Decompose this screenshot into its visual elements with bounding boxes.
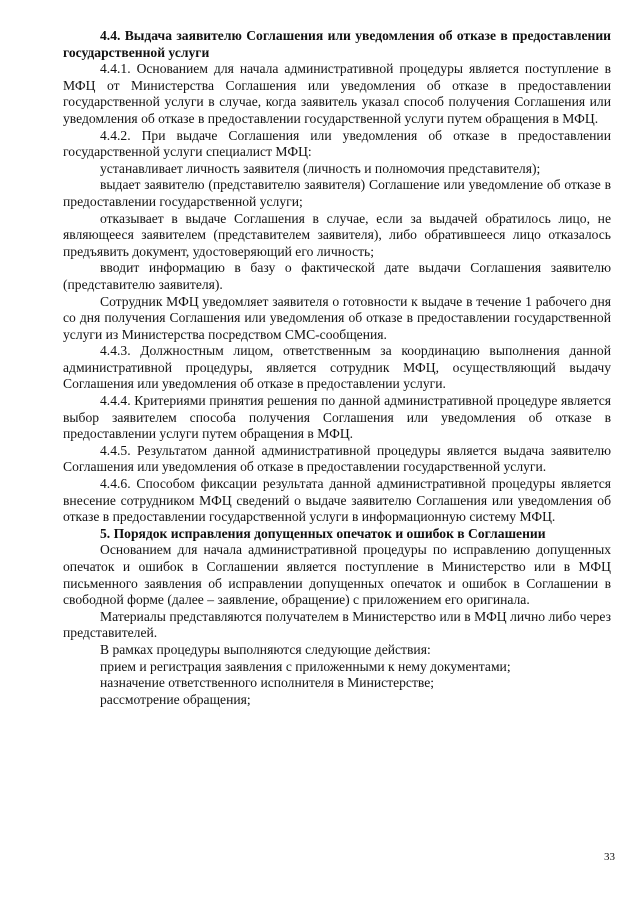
paragraph-4-4-4: 4.4.4. Критериями принятия решения по данной административной процедуре является выбор заявителем способа получения Соглашения или уведомления об отказе в предоставлении услуги путем обращения в МФЦ.: [63, 393, 611, 442]
paragraph-4-4-6: 4.4.6. Способом фиксации результата данной административной процедуры является внесение сотрудником МФЦ сведений о выдаче заявителю Соглашения или уведомления об отказе в предоставлении государственной услуги в информационную систему МФЦ.: [63, 476, 611, 525]
paragraph-5-materials: Материалы представляются получателем в Министерство или в МФЦ лично либо через представителей.: [63, 608, 611, 641]
duty-issue-agreement: выдает заявителю (представителю заявителя) Соглашение или уведомление об отказе в предоставлении государственной услуги;: [63, 177, 611, 209]
duty-enter-date: вводит информацию в базу о фактической дате выдачи Соглашения заявителю (представителю заявителя).: [63, 260, 611, 292]
paragraph-4-4-2: 4.4.2. При выдаче Соглашения или уведомления об отказе в предоставлении государственной услуги специалист МФЦ:: [63, 127, 611, 160]
paragraph-4-4-5: 4.4.5. Результатом данной административной процедуры является выдача заявителю Соглашения или уведомления об отказе в предоставлении государственной услуги.: [63, 442, 611, 475]
section-5-heading: 5. Порядок исправления допущенных опечаток и ошибок в Соглашении: [100, 525, 546, 541]
duty-refuse-issue: отказывает в выдаче Соглашения в случае, если за выдачей обратилось лицо, не являющееся заявителем (представителем заявителя), либо обратившееся лицо отказалось предъявить документ, удостоверяющий его личность;: [63, 210, 611, 259]
paragraph-5-actions-intro: В рамках процедуры выполняются следующие действия:: [100, 641, 431, 657]
duty-identify-applicant: устанавливает личность заявителя (личность и полномочия представителя);: [100, 160, 541, 176]
paragraph-5-basis: Основанием для начала административной процедуры по исправлению допущенных опечаток и ошибок в Соглашении является поступление в Министерство или в МФЦ письменного заявления об исправлении допущенных опечаток и ошибок в Соглашении в свободной форме (далее – заявление, обращение) с приложением его оригинала.: [63, 542, 611, 608]
action-assign-executor: назначение ответственного исполнителя в Министерстве;: [100, 675, 435, 691]
section-4-4-heading: 4.4. Выдача заявителю Соглашения или уведомления об отказе в предоставлении государственной услуги: [63, 28, 611, 60]
paragraph-4-4-1: 4.4.1. Основанием для начала административной процедуры является поступление в МФЦ от Министерства Соглашения или уведомления об отказе в предоставлении государственной услуги в случае, когда заявитель указал способ получения Соглашения или уведомления об отказе в предоставлении государственной услуги путем обращения в МФЦ.: [63, 61, 611, 126]
action-review-request: рассмотрение обращения;: [100, 691, 251, 707]
page-body: [63, 28, 611, 708]
page-number: 33: [604, 851, 615, 863]
action-receive-register: прием и регистрация заявления с приложенными к нему документами;: [100, 658, 511, 674]
paragraph-sms-notification: Сотрудник МФЦ уведомляет заявителя о готовности к выдаче в течение 1 рабочего дня со дня получения Соглашения или уведомления об отказе в предоставлении государственной услуги из Министерства посредством СМС-сообщения.: [63, 293, 611, 342]
paragraph-4-4-3: 4.4.3. Должностным лицом, ответственным за координацию выполнения данной административной процедуры, является сотрудник МФЦ, осуществляющий выдачу Соглашения или уведомления об отказе в предоставлении услуги.: [63, 343, 611, 392]
